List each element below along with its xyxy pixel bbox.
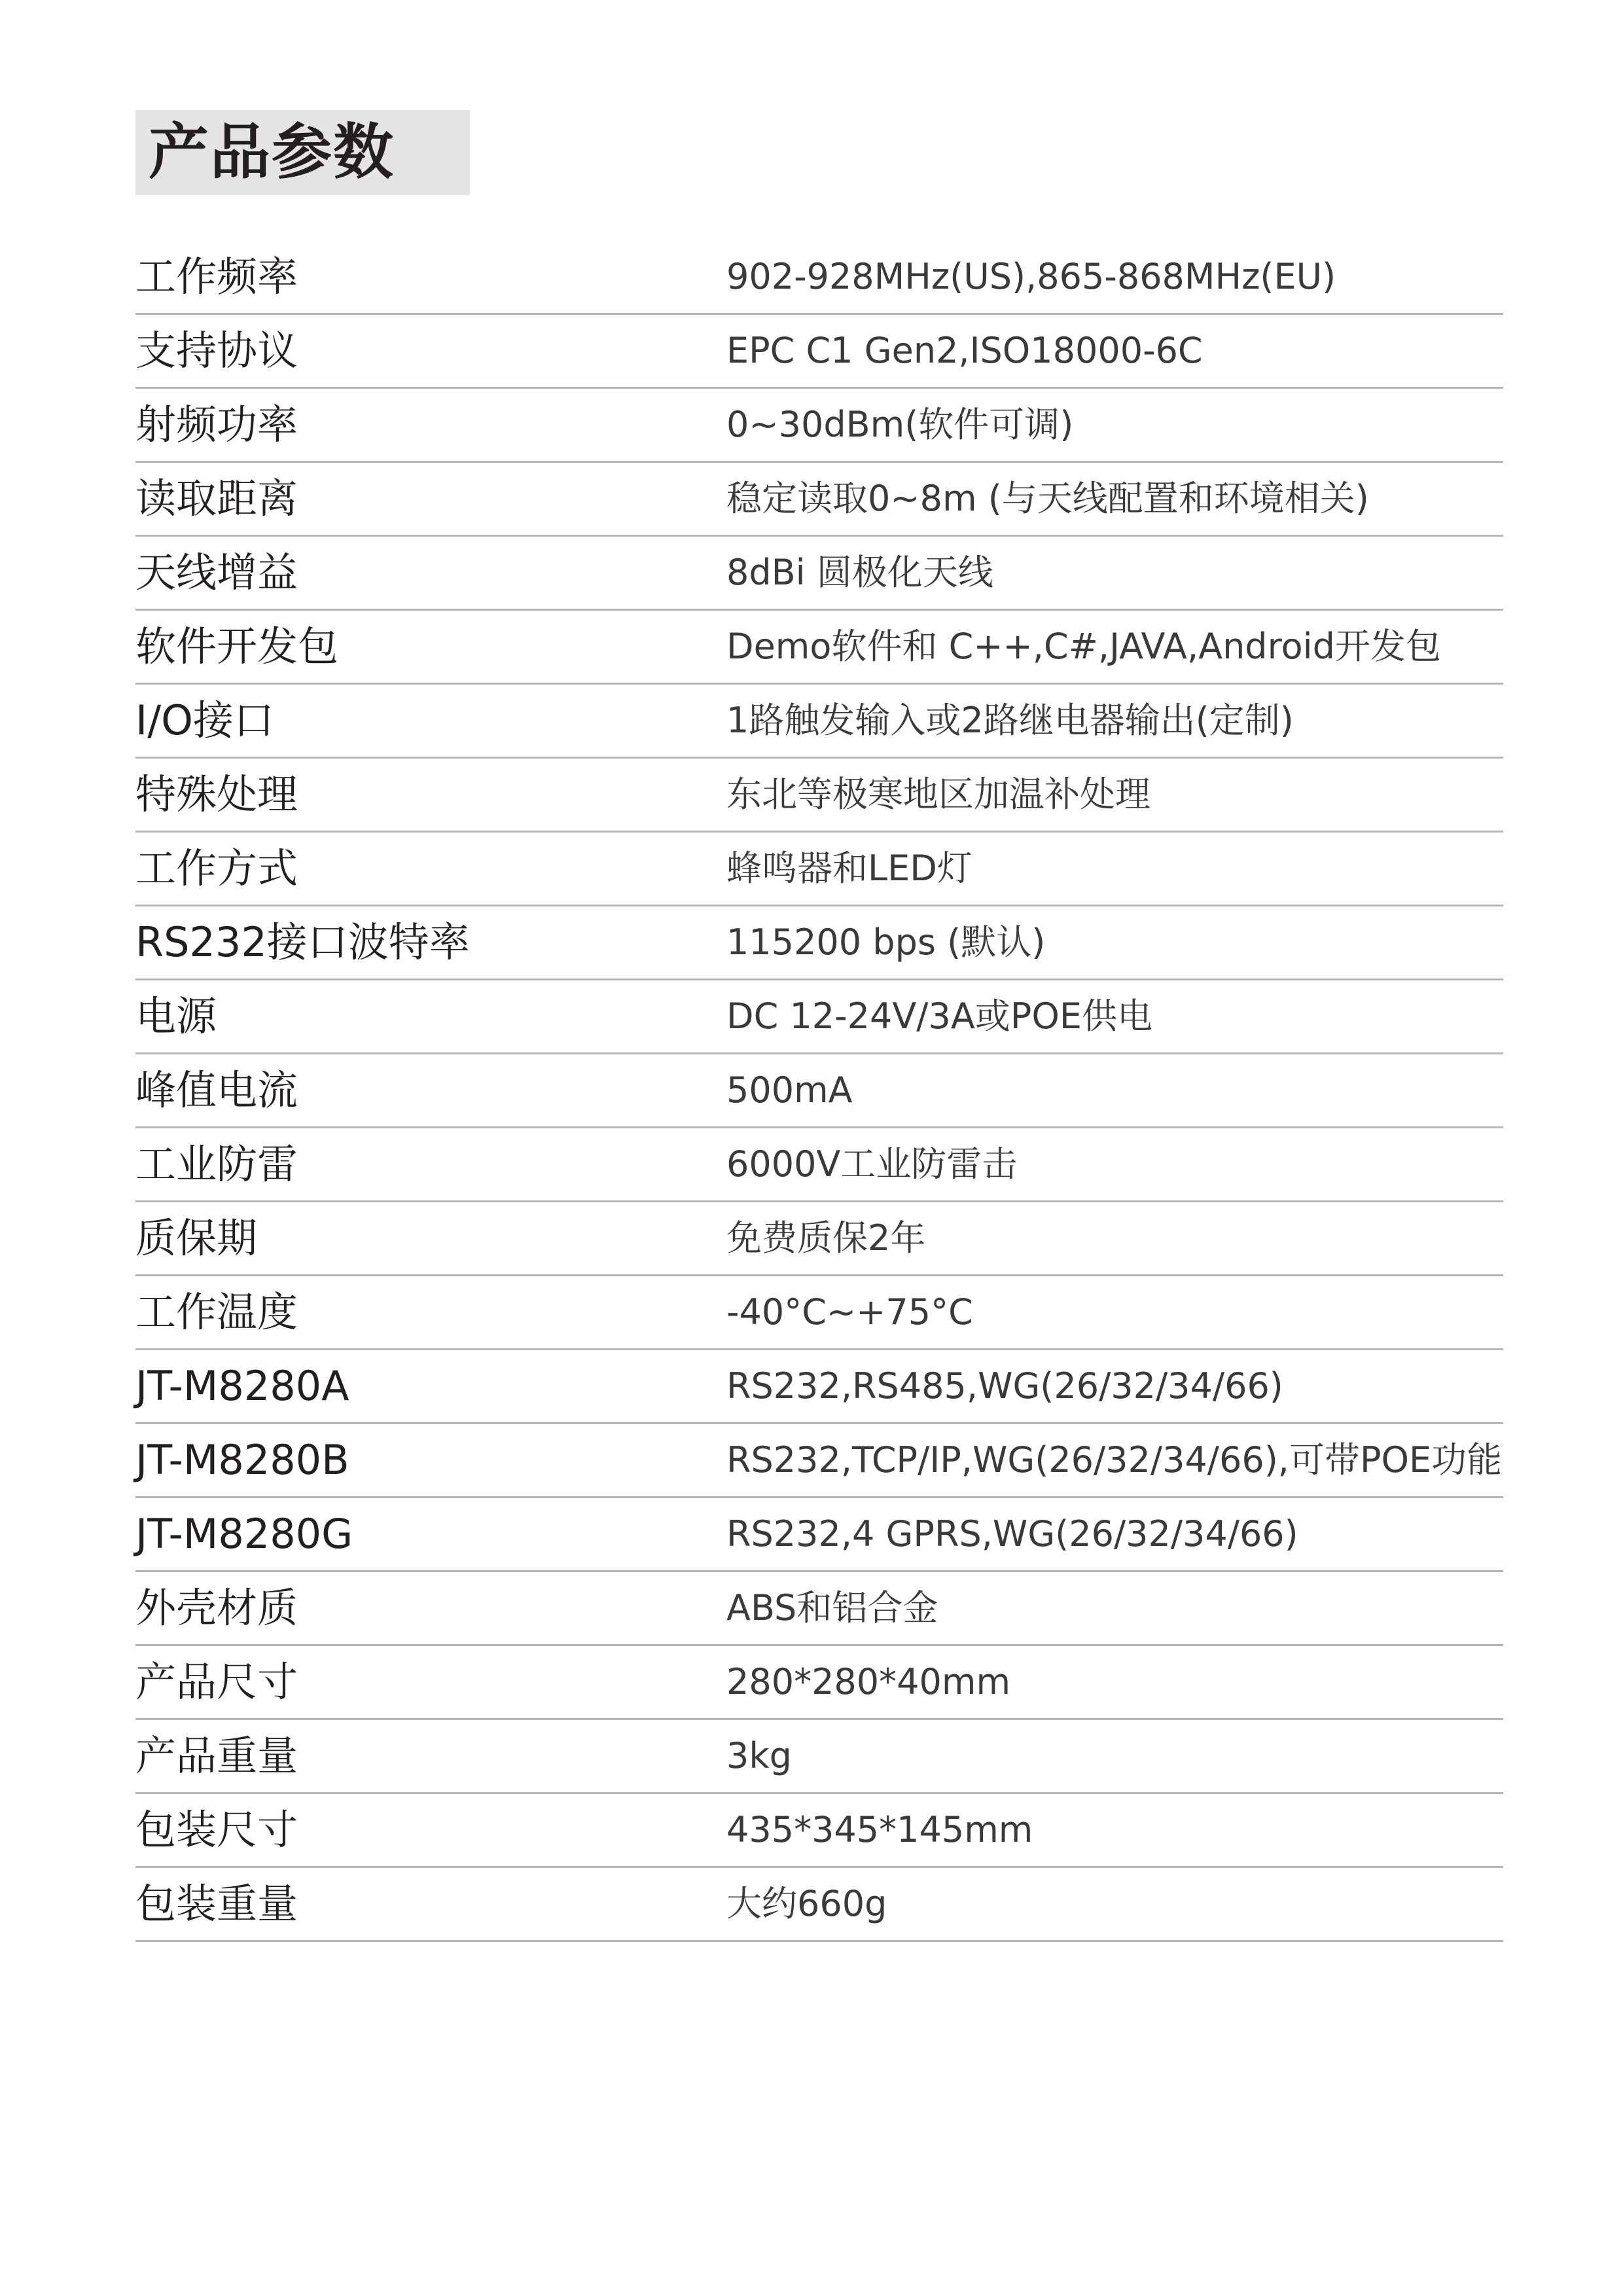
spec-value: 3kg bbox=[726, 1735, 792, 1776]
spec-value: 902-928MHz(US),865-868MHz(EU) bbox=[726, 256, 1336, 297]
spec-label: I/O接口 bbox=[135, 696, 274, 744]
section-title-box bbox=[135, 110, 470, 195]
spec-label: JT-M8280A bbox=[135, 1362, 349, 1410]
spec-row bbox=[135, 1128, 1503, 1202]
spec-value: RS232,4 GPRS,WG(26/32/34/66) bbox=[726, 1513, 1298, 1554]
spec-row bbox=[135, 1720, 1503, 1794]
spec-row bbox=[135, 1424, 1503, 1498]
spec-value: 500mA bbox=[726, 1069, 853, 1111]
spec-value: 1路触发输入或2路继电器输出(定制) bbox=[726, 700, 1294, 741]
spec-row bbox=[135, 1054, 1503, 1128]
spec-value: EPC C1 Gen2,ISO18000-6C bbox=[726, 330, 1203, 371]
spec-value: 东北等极寒地区加温补处理 bbox=[726, 774, 1150, 815]
spec-value: 稳定读取0~8m (与天线配置和环境相关) bbox=[726, 478, 1369, 519]
spec-row bbox=[135, 537, 1503, 611]
spec-row bbox=[135, 315, 1503, 389]
spec-row bbox=[135, 906, 1503, 980]
spec-value: 8dBi 圆极化天线 bbox=[726, 552, 993, 593]
spec-label: 产品重量 bbox=[135, 1732, 298, 1780]
spec-row bbox=[135, 1202, 1503, 1276]
spec-label: 工作频率 bbox=[135, 253, 298, 300]
spec-row bbox=[135, 241, 1503, 315]
spec-value: 280*280*40mm bbox=[726, 1661, 1011, 1702]
spec-label: 特殊处理 bbox=[135, 770, 298, 818]
spec-row bbox=[135, 611, 1503, 685]
spec-label: 射频功率 bbox=[135, 401, 298, 448]
spec-row bbox=[135, 1794, 1503, 1868]
spec-value: RS232,RS485,WG(26/32/34/66) bbox=[726, 1365, 1283, 1407]
spec-label: 支持协议 bbox=[135, 327, 298, 374]
spec-value: DC 12-24V/3A或POE供电 bbox=[726, 996, 1152, 1037]
spec-row bbox=[135, 463, 1503, 537]
spec-value: ABS和铝合金 bbox=[726, 1587, 938, 1628]
spec-label: JT-M8280G bbox=[135, 1510, 353, 1558]
spec-value: Demo软件和 C++,C#,JAVA,Android开发包 bbox=[726, 626, 1441, 667]
spec-value: 6000V工业防雷击 bbox=[726, 1143, 1018, 1185]
spec-label: 包装重量 bbox=[135, 1880, 298, 1928]
spec-label: 外壳材质 bbox=[135, 1584, 298, 1632]
spec-value: 免费质保2年 bbox=[726, 1217, 926, 1259]
spec-label: RS232接口波特率 bbox=[135, 918, 470, 966]
spec-label: 包装尺寸 bbox=[135, 1806, 298, 1854]
spec-label: 工作温度 bbox=[135, 1288, 298, 1336]
spec-row bbox=[135, 833, 1503, 906]
spec-row bbox=[135, 1350, 1503, 1424]
spec-value: 大约660g bbox=[726, 1883, 887, 1924]
spec-label: 产品尺寸 bbox=[135, 1658, 298, 1706]
spec-value: 115200 bps (默认) bbox=[726, 922, 1046, 963]
spec-table bbox=[135, 241, 1503, 1942]
spec-row bbox=[135, 1498, 1503, 1572]
spec-value: -40°C~+75°C bbox=[726, 1291, 973, 1333]
spec-value: 0~30dBm(软件可调) bbox=[726, 404, 1074, 445]
spec-row bbox=[135, 1572, 1503, 1646]
spec-label: 工业防雷 bbox=[135, 1140, 298, 1188]
section-title: 产品参数 bbox=[149, 117, 395, 187]
spec-label: 质保期 bbox=[135, 1214, 258, 1262]
spec-label: 电源 bbox=[135, 992, 217, 1040]
spec-row bbox=[135, 685, 1503, 759]
spec-value: 蜂鸣器和LED灯 bbox=[726, 848, 972, 889]
spec-label: 峰值电流 bbox=[135, 1066, 298, 1114]
spec-value: RS232,TCP/IP,WG(26/32/34/66),可带POE功能 bbox=[726, 1439, 1503, 1480]
spec-row bbox=[135, 389, 1503, 463]
spec-row bbox=[135, 759, 1503, 833]
spec-label: 软件开发包 bbox=[135, 622, 339, 670]
spec-row bbox=[135, 1276, 1503, 1350]
spec-label: JT-M8280B bbox=[135, 1436, 349, 1484]
spec-row bbox=[135, 980, 1503, 1054]
spec-label: 天线增益 bbox=[135, 548, 298, 596]
spec-label: 读取距离 bbox=[135, 475, 298, 522]
spec-label: 工作方式 bbox=[135, 844, 298, 892]
spec-row bbox=[135, 1868, 1503, 1942]
spec-value: 435*345*145mm bbox=[726, 1809, 1033, 1850]
spec-row bbox=[135, 1646, 1503, 1720]
